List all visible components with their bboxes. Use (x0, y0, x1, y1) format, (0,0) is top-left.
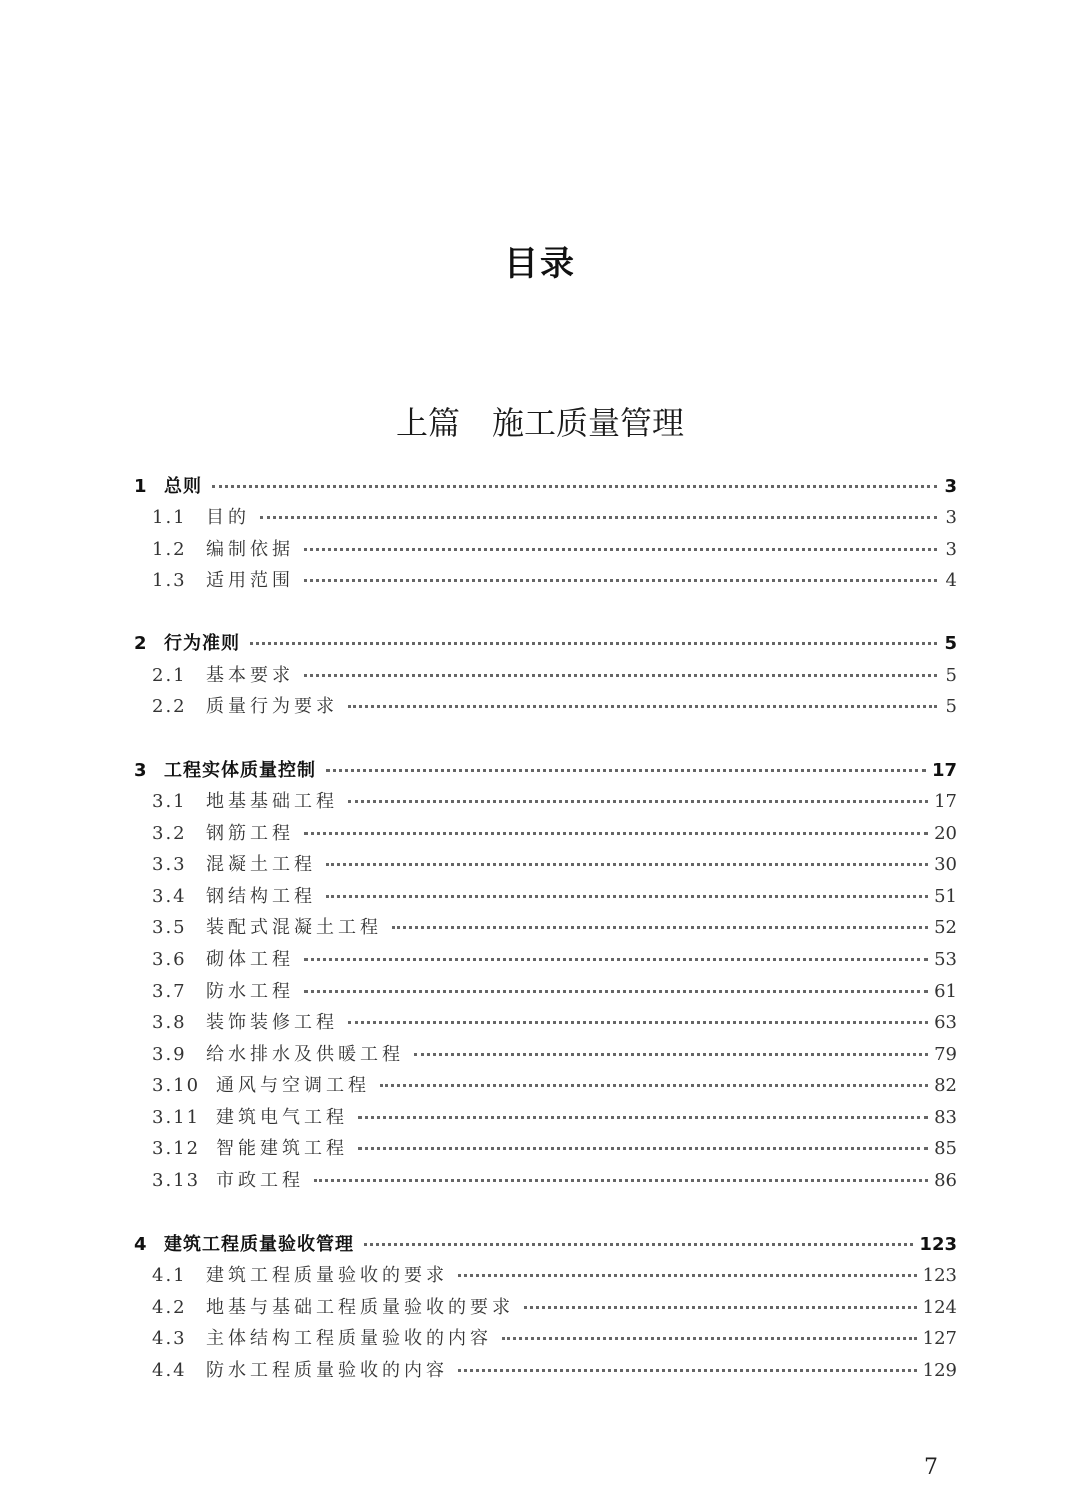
toc-chapter-1[interactable] (134, 472, 957, 502)
toc-page-number: 5 (944, 633, 957, 654)
toc-label: 建筑电气工程 (216, 1107, 348, 1128)
page-title: 目录 (504, 244, 576, 284)
toc-page-number: 3 (945, 539, 957, 560)
toc-label: 钢结构工程 (206, 886, 316, 907)
toc-section-3-6[interactable] (152, 945, 957, 975)
toc-section-3-2[interactable] (152, 819, 957, 849)
dot-leader (458, 1367, 917, 1372)
toc-label: 给水排水及供暖工程 (206, 1044, 404, 1065)
dot-leader (348, 703, 937, 708)
toc-page-number: 5 (945, 665, 957, 686)
toc-chapter-2[interactable] (134, 629, 957, 659)
toc-label: 行为准则 (164, 633, 240, 654)
toc-number: 3.3 (152, 854, 187, 875)
toc-section-1-2[interactable] (152, 535, 957, 565)
dot-leader (314, 1177, 928, 1182)
toc-label: 总则 (164, 476, 202, 497)
toc-number: 3.1 (152, 791, 187, 812)
toc-section-3-7[interactable] (152, 977, 957, 1007)
toc-label: 装配式混凝土工程 (206, 917, 382, 938)
toc-label: 装饰装修工程 (206, 1012, 338, 1033)
toc-section-4-2[interactable] (152, 1293, 957, 1323)
toc-section-2-2[interactable] (152, 692, 957, 722)
toc-page-number: 85 (934, 1138, 957, 1159)
toc-page-number: 17 (931, 760, 957, 781)
toc-page-number: 52 (934, 917, 957, 938)
toc-page-number: 51 (934, 886, 957, 907)
toc-label: 建筑工程质量验收管理 (164, 1234, 354, 1255)
dot-leader (414, 1051, 928, 1056)
dot-leader (364, 1241, 913, 1246)
toc-number: 3.10 (152, 1075, 201, 1096)
toc-number: 3.12 (152, 1138, 201, 1159)
dot-leader (348, 798, 928, 803)
toc-label: 砌体工程 (206, 949, 294, 970)
toc-label: 防水工程 (206, 981, 294, 1002)
dot-leader (358, 1145, 928, 1150)
toc-number: 3 (134, 760, 147, 781)
toc-page-number: 82 (934, 1075, 957, 1096)
toc-label: 地基与基础工程质量验收的要求 (206, 1297, 514, 1318)
toc-section-4-4[interactable] (152, 1356, 957, 1386)
toc-section-3-12[interactable] (152, 1134, 957, 1164)
toc-label: 智能建筑工程 (216, 1138, 348, 1159)
dot-leader (260, 514, 937, 519)
dot-leader (392, 924, 928, 929)
toc-number: 3.9 (152, 1044, 187, 1065)
toc-page-number: 123 (922, 1265, 957, 1286)
toc-chapter-3[interactable] (134, 756, 957, 786)
toc-section-3-5[interactable] (152, 913, 957, 943)
toc-section-3-11[interactable] (152, 1103, 957, 1133)
toc-section-1-3[interactable] (152, 566, 957, 596)
toc-section-2-1[interactable] (152, 661, 957, 691)
toc-page-number: 30 (934, 854, 957, 875)
toc-section-3-9[interactable] (152, 1040, 957, 1070)
toc-label: 钢筋工程 (206, 823, 294, 844)
dot-leader (304, 577, 937, 582)
toc-label: 适用范围 (206, 570, 294, 591)
toc-number: 4.2 (152, 1297, 187, 1318)
toc-number: 3.2 (152, 823, 187, 844)
toc-page-number: 20 (934, 823, 957, 844)
toc-number: 3.5 (152, 917, 187, 938)
toc-section-1-1[interactable] (152, 503, 957, 533)
toc-number: 1 (134, 476, 147, 497)
toc-page-number: 63 (934, 1012, 957, 1033)
dot-leader (304, 956, 928, 961)
toc-label: 质量行为要求 (206, 696, 338, 717)
toc-label: 混凝土工程 (206, 854, 316, 875)
toc-section-3-8[interactable] (152, 1008, 957, 1038)
toc-label: 基本要求 (206, 665, 294, 686)
dot-leader (326, 861, 928, 866)
toc-page-number: 124 (922, 1297, 957, 1318)
page-number: 7 (924, 1455, 938, 1480)
toc-section-4-1[interactable] (152, 1261, 957, 1291)
toc-number: 1.3 (152, 570, 187, 591)
toc-page-number: 53 (934, 949, 957, 970)
toc-number: 2.1 (152, 665, 187, 686)
toc-number: 3.13 (152, 1170, 201, 1191)
part-title: 上篇 施工质量管理 (395, 404, 684, 442)
dot-leader (304, 830, 928, 835)
toc-page-number: 129 (922, 1360, 957, 1381)
dot-leader (502, 1335, 917, 1340)
toc-label: 防水工程质量验收的内容 (206, 1360, 448, 1381)
dot-leader (304, 988, 928, 993)
toc-page-number: 5 (945, 696, 957, 717)
toc-number: 4.4 (152, 1360, 187, 1381)
toc-page-number: 61 (934, 981, 957, 1002)
toc-page-number: 79 (934, 1044, 957, 1065)
toc-label: 通风与空调工程 (216, 1075, 370, 1096)
toc-section-3-1[interactable] (152, 787, 957, 817)
toc-number: 3.8 (152, 1012, 187, 1033)
toc-page-number: 4 (945, 570, 957, 591)
toc-chapter-4[interactable] (134, 1230, 957, 1260)
dot-leader (380, 1082, 928, 1087)
toc-label: 地基基础工程 (206, 791, 338, 812)
toc-number: 4 (134, 1234, 147, 1255)
toc-page-number: 17 (934, 791, 957, 812)
dot-leader (250, 640, 937, 645)
toc-number: 4.3 (152, 1328, 187, 1349)
dot-leader (326, 767, 926, 772)
dot-leader (304, 672, 937, 677)
toc-label: 目的 (206, 507, 250, 528)
toc-page-number: 83 (934, 1107, 957, 1128)
dot-leader (212, 483, 937, 488)
toc-number: 2.2 (152, 696, 187, 717)
toc-number: 3.4 (152, 886, 187, 907)
toc-number: 2 (134, 633, 147, 654)
toc-label: 建筑工程质量验收的要求 (206, 1265, 448, 1286)
toc-label: 主体结构工程质量验收的内容 (206, 1328, 492, 1349)
toc-number: 3.6 (152, 949, 187, 970)
toc-number: 4.1 (152, 1265, 187, 1286)
dot-leader (358, 1114, 928, 1119)
toc-page-number: 123 (919, 1234, 957, 1255)
toc-number: 3.7 (152, 981, 187, 1002)
toc-page-number: 127 (922, 1328, 957, 1349)
toc-section-3-13[interactable] (152, 1166, 957, 1196)
dot-leader (524, 1304, 917, 1309)
dot-leader (458, 1272, 917, 1277)
toc-section-3-10[interactable] (152, 1071, 957, 1101)
toc-label: 市政工程 (216, 1170, 304, 1191)
dot-leader (348, 1019, 928, 1024)
toc-number: 3.11 (152, 1107, 201, 1128)
toc-page-number: 3 (944, 476, 957, 497)
toc-page-number: 86 (934, 1170, 957, 1191)
dot-leader (326, 893, 928, 898)
toc-section-4-3[interactable] (152, 1324, 957, 1354)
toc-page-number: 3 (945, 507, 957, 528)
toc-label: 工程实体质量控制 (164, 760, 316, 781)
dot-leader (304, 546, 937, 551)
toc-label: 编制依据 (206, 539, 294, 560)
toc-section-3-3[interactable] (152, 850, 957, 880)
toc-number: 1.1 (152, 507, 187, 528)
toc-number: 1.2 (152, 539, 187, 560)
toc-section-3-4[interactable] (152, 882, 957, 912)
